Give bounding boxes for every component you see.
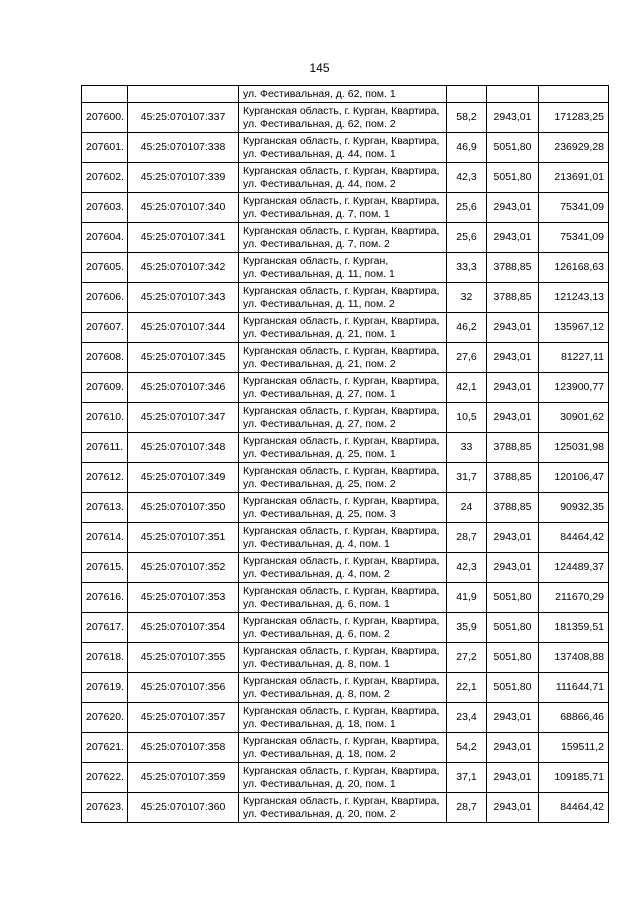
area-cell: 37,1 <box>447 763 487 793</box>
cadastral-number-cell <box>128 86 239 103</box>
address-line-2: ул. Фестивальная, д. 8, пом. 2 <box>243 687 390 700</box>
cadastral-number-cell: 45:25:070107:347 <box>128 403 239 433</box>
area-cell: 42,1 <box>447 373 487 403</box>
cadastral-number-cell: 45:25:070107:358 <box>128 733 239 763</box>
address-line-2: ул. Фестивальная, д. 18, пом. 1 <box>243 717 396 730</box>
value-cell: 159511,2 <box>539 733 609 763</box>
rate-cell: 2943,01 <box>487 193 539 223</box>
address-line-2: ул. Фестивальная, д. 21, пом. 1 <box>243 327 396 340</box>
address-line-2: ул. Фестивальная, д. 18, пом. 2 <box>243 747 396 760</box>
address-line-1: Курганская область, г. Курган, Квартира, <box>243 734 440 747</box>
address-line-1: Курганская область, г. Курган, Квартира, <box>243 134 440 147</box>
address-cell <box>239 673 447 703</box>
cadastral-number-cell: 45:25:070107:354 <box>128 613 239 643</box>
address-line-1: Курганская область, г. Курган, Квартира, <box>243 104 440 117</box>
value-cell: 171283,25 <box>539 103 609 133</box>
address-line-2: ул. Фестивальная, д. 44, пом. 1 <box>243 147 396 160</box>
area-cell: 28,7 <box>447 523 487 553</box>
address-line-1: Курганская область, г. Курган, Квартира, <box>243 434 440 447</box>
address-line-1: Курганская область, г. Курган, Квартира, <box>243 674 440 687</box>
address-line-1: Курганская область, г. Курган, Квартира, <box>243 164 440 177</box>
address-line-1: Курганская область, г. Курган, Квартира, <box>243 554 440 567</box>
rate-cell: 2943,01 <box>487 733 539 763</box>
rate-cell: 5051,80 <box>487 133 539 163</box>
area-cell: 46,2 <box>447 313 487 343</box>
table-row <box>82 283 609 313</box>
value-cell: 111644,71 <box>539 673 609 703</box>
address-cell <box>239 493 447 523</box>
cadastral-number-cell: 45:25:070107:349 <box>128 463 239 493</box>
area-cell: 22,1 <box>447 673 487 703</box>
address-line-2: ул. Фестивальная, д. 7, пом. 2 <box>243 237 390 250</box>
value-cell: 68866,46 <box>539 703 609 733</box>
address-line-1: Курганская область, г. Курган, Квартира, <box>243 704 440 717</box>
cadastral-number-cell: 45:25:070107:360 <box>128 793 239 823</box>
rate-cell: 2943,01 <box>487 313 539 343</box>
row-number-cell: 207619. <box>82 673 128 703</box>
address-cell <box>239 103 447 133</box>
table-row <box>82 313 609 343</box>
area-cell: 42,3 <box>447 553 487 583</box>
address-cell <box>239 373 447 403</box>
address-line-1: Курганская область, г. Курган, Квартира, <box>243 794 440 807</box>
value-cell <box>539 86 609 103</box>
cadastral-number-cell: 45:25:070107:355 <box>128 643 239 673</box>
address-cell <box>239 793 447 823</box>
address-line-1: Курганская область, г. Курган, Квартира, <box>243 644 440 657</box>
rate-cell: 5051,80 <box>487 613 539 643</box>
value-cell: 121243,13 <box>539 283 609 313</box>
table-row <box>82 763 609 793</box>
rate-cell: 3788,85 <box>487 433 539 463</box>
row-number-cell: 207615. <box>82 553 128 583</box>
address-cell <box>239 163 447 193</box>
property-registry-table <box>81 85 609 823</box>
address-line-1: Курганская область, г. Курган, Квартира, <box>243 314 440 327</box>
address-line-1: Курганская область, г. Курган, Квартира, <box>243 284 440 297</box>
row-number-cell: 207611. <box>82 433 128 463</box>
address-cell <box>239 253 447 283</box>
area-cell: 35,9 <box>447 613 487 643</box>
address-cell <box>239 613 447 643</box>
area-cell: 58,2 <box>447 103 487 133</box>
row-number-cell: 207600. <box>82 103 128 133</box>
row-number-cell: 207607. <box>82 313 128 343</box>
row-number-cell: 207603. <box>82 193 128 223</box>
table-row <box>82 493 609 523</box>
area-cell: 25,6 <box>447 193 487 223</box>
cadastral-number-cell: 45:25:070107:352 <box>128 553 239 583</box>
area-cell: 24 <box>447 493 487 523</box>
area-cell: 27,2 <box>447 643 487 673</box>
table-row <box>82 103 609 133</box>
cadastral-number-cell: 45:25:070107:339 <box>128 163 239 193</box>
cadastral-number-cell: 45:25:070107:345 <box>128 343 239 373</box>
address-line-1: Курганская область, г. Курган, Квартира, <box>243 524 440 537</box>
address-line-2: ул. Фестивальная, д. 6, пом. 1 <box>243 597 390 610</box>
cadastral-number-cell: 45:25:070107:342 <box>128 253 239 283</box>
area-cell: 46,9 <box>447 133 487 163</box>
area-cell: 33 <box>447 433 487 463</box>
rate-cell: 5051,80 <box>487 673 539 703</box>
area-cell <box>447 86 487 103</box>
value-cell: 125031,98 <box>539 433 609 463</box>
address-line-2: ул. Фестивальная, д. 27, пом. 2 <box>243 417 396 430</box>
rate-cell: 2943,01 <box>487 523 539 553</box>
cadastral-number-cell: 45:25:070107:357 <box>128 703 239 733</box>
table-row <box>82 403 609 433</box>
address-line-2: ул. Фестивальная, д. 25, пом. 2 <box>243 477 396 490</box>
table-row <box>82 523 609 553</box>
area-cell: 23,4 <box>447 703 487 733</box>
value-cell: 135967,12 <box>539 313 609 343</box>
value-cell: 211670,29 <box>539 583 609 613</box>
value-cell: 123900,77 <box>539 373 609 403</box>
value-cell: 84464,42 <box>539 523 609 553</box>
address-line-2: ул. Фестивальная, д. 21, пом. 2 <box>243 357 396 370</box>
address-cell <box>239 703 447 733</box>
address-line-1: Курганская область, г. Курган, Квартира, <box>243 194 440 207</box>
rate-cell: 2943,01 <box>487 223 539 253</box>
row-number-cell: 207617. <box>82 613 128 643</box>
row-number-cell: 207601. <box>82 133 128 163</box>
address-line-2: ул. Фестивальная, д. 4, пом. 1 <box>243 537 390 550</box>
table-row <box>82 163 609 193</box>
value-cell: 181359,51 <box>539 613 609 643</box>
table-row <box>82 343 609 373</box>
value-cell: 84464,42 <box>539 793 609 823</box>
cadastral-number-cell: 45:25:070107:341 <box>128 223 239 253</box>
value-cell: 124489,37 <box>539 553 609 583</box>
row-number-cell: 207623. <box>82 793 128 823</box>
row-number-cell: 207610. <box>82 403 128 433</box>
address-line-2: ул. Фестивальная, д. 62, пом. 2 <box>243 117 396 130</box>
address-line-1: Курганская область, г. Курган, Квартира, <box>243 464 440 477</box>
cadastral-number-cell: 45:25:070107:340 <box>128 193 239 223</box>
address-cell <box>239 343 447 373</box>
table-row <box>82 253 609 283</box>
value-cell: 213691,01 <box>539 163 609 193</box>
table-row <box>82 733 609 763</box>
address-cell <box>239 763 447 793</box>
row-number-cell: 207612. <box>82 463 128 493</box>
address-cell <box>239 133 447 163</box>
address-line-2: ул. Фестивальная, д. 20, пом. 1 <box>243 777 396 790</box>
value-cell: 75341,09 <box>539 223 609 253</box>
rate-cell: 3788,85 <box>487 283 539 313</box>
value-cell: 236929,28 <box>539 133 609 163</box>
table-row <box>82 613 609 643</box>
address-cell <box>239 403 447 433</box>
address-cell <box>239 283 447 313</box>
row-number-cell: 207609. <box>82 373 128 403</box>
table-row <box>82 643 609 673</box>
address-line-2: ул. Фестивальная, д. 25, пом. 3 <box>243 507 396 520</box>
area-cell: 27,6 <box>447 343 487 373</box>
rate-cell: 2943,01 <box>487 373 539 403</box>
cadastral-number-cell: 45:25:070107:353 <box>128 583 239 613</box>
address-line-1: Курганская область, г. Курган, <box>243 254 389 267</box>
area-cell: 10,5 <box>447 403 487 433</box>
table-row <box>82 673 609 703</box>
row-number-cell: 207618. <box>82 643 128 673</box>
rate-cell: 3788,85 <box>487 253 539 283</box>
address-line-1: Курганская область, г. Курган, Квартира, <box>243 374 440 387</box>
cadastral-number-cell: 45:25:070107:351 <box>128 523 239 553</box>
address-cell <box>239 463 447 493</box>
address-line-1: Курганская область, г. Курган, Квартира, <box>243 764 440 777</box>
rate-cell: 2943,01 <box>487 793 539 823</box>
table-row <box>82 583 609 613</box>
row-number-cell: 207614. <box>82 523 128 553</box>
page-number: 145 <box>309 61 330 75</box>
cadastral-number-cell: 45:25:070107:338 <box>128 133 239 163</box>
address-cell <box>239 313 447 343</box>
rate-cell: 2943,01 <box>487 343 539 373</box>
table-row <box>82 373 609 403</box>
rate-cell: 2943,01 <box>487 763 539 793</box>
address-line-1: Курганская область, г. Курган, Квартира, <box>243 494 440 507</box>
table-row <box>82 193 609 223</box>
table-row <box>82 553 609 583</box>
address-line-2: ул. Фестивальная, д. 11, пом. 2 <box>243 297 395 310</box>
value-cell: 30901,62 <box>539 403 609 433</box>
rate-cell: 3788,85 <box>487 463 539 493</box>
row-number-cell <box>82 86 128 103</box>
value-cell: 90932,35 <box>539 493 609 523</box>
row-number-cell: 207602. <box>82 163 128 193</box>
rate-cell: 5051,80 <box>487 163 539 193</box>
value-cell: 137408,88 <box>539 643 609 673</box>
address-line-1: Курганская область, г. Курган, Квартира, <box>243 224 440 237</box>
cadastral-number-cell: 45:25:070107:344 <box>128 313 239 343</box>
address-line-2: ул. Фестивальная, д. 11, пом. 1 <box>243 267 395 280</box>
cadastral-number-cell: 45:25:070107:343 <box>128 283 239 313</box>
address-line-2: ул. Фестивальная, д. 27, пом. 1 <box>243 387 396 400</box>
rate-cell: 5051,80 <box>487 583 539 613</box>
value-cell: 126168,63 <box>539 253 609 283</box>
address-cell <box>239 433 447 463</box>
row-number-cell: 207616. <box>82 583 128 613</box>
cadastral-number-cell: 45:25:070107:348 <box>128 433 239 463</box>
cadastral-number-cell: 45:25:070107:359 <box>128 763 239 793</box>
row-number-cell: 207606. <box>82 283 128 313</box>
cadastral-number-cell: 45:25:070107:337 <box>128 103 239 133</box>
address-line-2: ул. Фестивальная, д. 44, пом. 2 <box>243 177 396 190</box>
address-cell <box>239 643 447 673</box>
rate-cell <box>487 86 539 103</box>
table-row <box>82 463 609 493</box>
address-cell: ул. Фестивальная, д. 62, пом. 1 <box>239 86 447 103</box>
address-line-1: Курганская область, г. Курган, Квартира, <box>243 584 440 597</box>
value-cell: 109185,71 <box>539 763 609 793</box>
cadastral-number-cell: 45:25:070107:346 <box>128 373 239 403</box>
table-row <box>82 433 609 463</box>
area-cell: 31,7 <box>447 463 487 493</box>
area-cell: 33,3 <box>447 253 487 283</box>
row-number-cell: 207608. <box>82 343 128 373</box>
value-cell: 81227,11 <box>539 343 609 373</box>
address-cell <box>239 193 447 223</box>
row-number-cell: 207620. <box>82 703 128 733</box>
area-cell: 32 <box>447 283 487 313</box>
address-cell <box>239 583 447 613</box>
address-line-2: ул. Фестивальная, д. 8, пом. 1 <box>243 657 390 670</box>
rate-cell: 5051,80 <box>487 643 539 673</box>
address-cell <box>239 553 447 583</box>
table-row <box>82 86 609 103</box>
rate-cell: 2943,01 <box>487 703 539 733</box>
rate-cell: 3788,85 <box>487 493 539 523</box>
address-line-2: ул. Фестивальная, д. 20, пом. 2 <box>243 807 396 820</box>
address-line-1: Курганская область, г. Курган, Квартира, <box>243 344 440 357</box>
address-line-2: ул. Фестивальная, д. 25, пом. 1 <box>243 447 396 460</box>
cadastral-number-cell: 45:25:070107:350 <box>128 493 239 523</box>
address-line-2: ул. Фестивальная, д. 4, пом. 2 <box>243 567 390 580</box>
address-cell <box>239 733 447 763</box>
area-cell: 41,9 <box>447 583 487 613</box>
address-cell <box>239 223 447 253</box>
table-row <box>82 133 609 163</box>
address-cell <box>239 523 447 553</box>
value-cell: 120106,47 <box>539 463 609 493</box>
row-number-cell: 207605. <box>82 253 128 283</box>
row-number-cell: 207621. <box>82 733 128 763</box>
address-line-2: ул. Фестивальная, д. 7, пом. 1 <box>243 207 390 220</box>
cadastral-number-cell: 45:25:070107:356 <box>128 673 239 703</box>
area-cell: 42,3 <box>447 163 487 193</box>
address-line-1: Курганская область, г. Курган, Квартира, <box>243 404 440 417</box>
rate-cell: 2943,01 <box>487 103 539 133</box>
row-number-cell: 207622. <box>82 763 128 793</box>
table-row <box>82 223 609 253</box>
row-number-cell: 207604. <box>82 223 128 253</box>
table-row <box>82 793 609 823</box>
value-cell: 75341,09 <box>539 193 609 223</box>
area-cell: 54,2 <box>447 733 487 763</box>
address-line-2: ул. Фестивальная, д. 6, пом. 2 <box>243 627 390 640</box>
rate-cell: 2943,01 <box>487 553 539 583</box>
area-cell: 28,7 <box>447 793 487 823</box>
address-line-1: Курганская область, г. Курган, Квартира, <box>243 614 440 627</box>
table-row <box>82 703 609 733</box>
table-body <box>82 86 609 823</box>
rate-cell: 2943,01 <box>487 403 539 433</box>
area-cell: 25,6 <box>447 223 487 253</box>
row-number-cell: 207613. <box>82 493 128 523</box>
